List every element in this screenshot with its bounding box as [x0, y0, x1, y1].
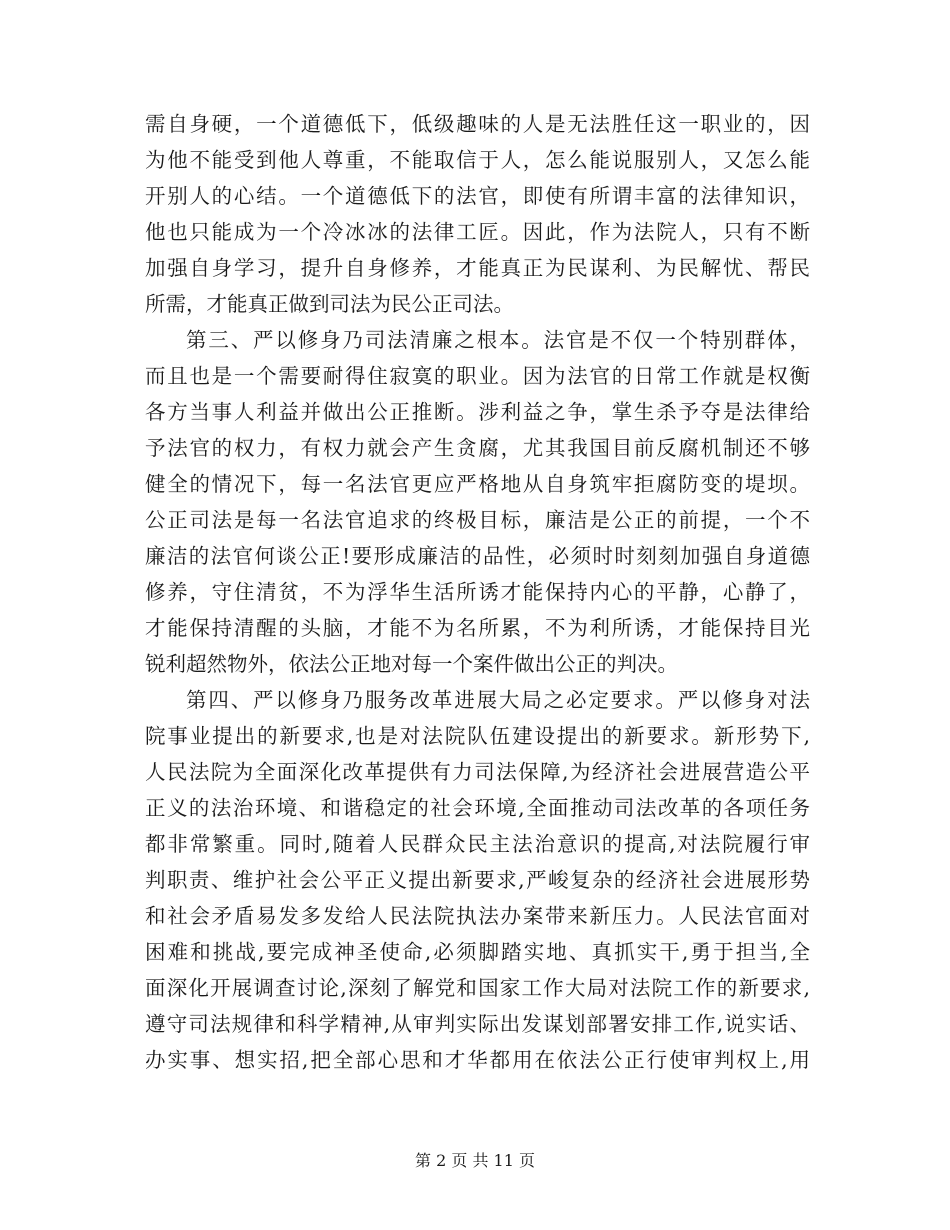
- text-line: 都非常繁重。同时,随着人民群众民主法治意识的提高,对法院履行审: [145, 832, 810, 856]
- text-line: 院事业提出的新要求,也是对法院队伍建设提出的新要求。新形势下,: [145, 724, 810, 748]
- text-line: 正义的法治环境、和谐稳定的社会环境,全面推动司法改革的各项任务: [145, 796, 810, 820]
- text-line: 第四、严以修身乃服务改革进展大局之必定要求。严以修身对法: [186, 688, 810, 712]
- text-line: 困难和挑战,要完成神圣使命,必须脚踏实地、真抓实干,勇于担当,全: [145, 940, 810, 964]
- text-line: 他也只能成为一个冷冰冰的法律工匠。因此，作为法院人，只有不断: [145, 220, 810, 244]
- text-line: 各方当事人利益并做出公正推断。涉利益之争，掌生杀予夺是法律给: [145, 400, 810, 424]
- text-line: 遵守司法规律和科学精神,从审判实际出发谋划部署安排工作,说实话、: [145, 1012, 810, 1036]
- text-line: 人民法院为全面深化改革提供有力司法保障,为经济社会进展营造公平: [145, 760, 810, 784]
- text-line: 加强自身学习，提升自身修养，才能真正为民谋利、为民解忧、帮民: [145, 256, 810, 280]
- text-line: 才能保持清醒的头脑，才能不为名所累，不为利所诱，才能保持目光: [145, 616, 810, 640]
- text-line: 面深化开展调查讨论,深刻了解党和国家工作大局对法院工作的新要求,: [145, 976, 810, 1000]
- text-line: 廉洁的法官何谈公正!要形成廉洁的品性，必须时时刻刻加强自身道德: [145, 544, 810, 568]
- text-line: 办实事、想实招,把全部心思和才华都用在依法公正行使审判权上,用: [145, 1048, 810, 1072]
- text-line: 开别人的心结。一个道德低下的法官，即使有所谓丰富的法律知识，: [145, 184, 810, 208]
- text-line: 予法官的权力，有权力就会产生贪腐，尤其我国目前反腐机制还不够: [145, 436, 810, 460]
- text-line: 第三、严以修身乃司法清廉之根本。法官是不仅一个特别群体，: [186, 328, 810, 352]
- text-line: 而且也是一个需要耐得住寂寞的职业。因为法官的日常工作就是权衡: [145, 364, 810, 388]
- page-footer: 第 2 页 共 11 页: [415, 1151, 535, 1170]
- body-text: [145, 106, 810, 1078]
- text-line: 为他不能受到他人尊重，不能取信于人，怎么能说服别人，又怎么能: [145, 148, 810, 172]
- text-line: 所需，才能真正做到司法为民公正司法。: [145, 292, 514, 316]
- text-line: 健全的情况下，每一名法官更应严格地从自身筑牢拒腐防变的堤坝。: [145, 472, 810, 496]
- text-line: 需自身硬，一个道德低下，低级趣味的人是无法胜任这一职业的，因: [145, 112, 810, 136]
- text-line: 修养，守住清贫，不为浮华生活所诱才能保持内心的平静，心静了，: [145, 580, 810, 604]
- text-line: 锐利超然物外，依法公正地对每一个案件做出公正的判决。: [145, 652, 678, 676]
- text-line: 判职责、维护社会公平正义提出新要求,严峻复杂的经济社会进展形势: [145, 868, 810, 892]
- text-line: 和社会矛盾易发多发给人民法院执法办案带来新压力。人民法官面对: [145, 904, 810, 928]
- text-line: 公正司法是每一名法官追求的终极目标，廉洁是公正的前提，一个不: [145, 508, 810, 532]
